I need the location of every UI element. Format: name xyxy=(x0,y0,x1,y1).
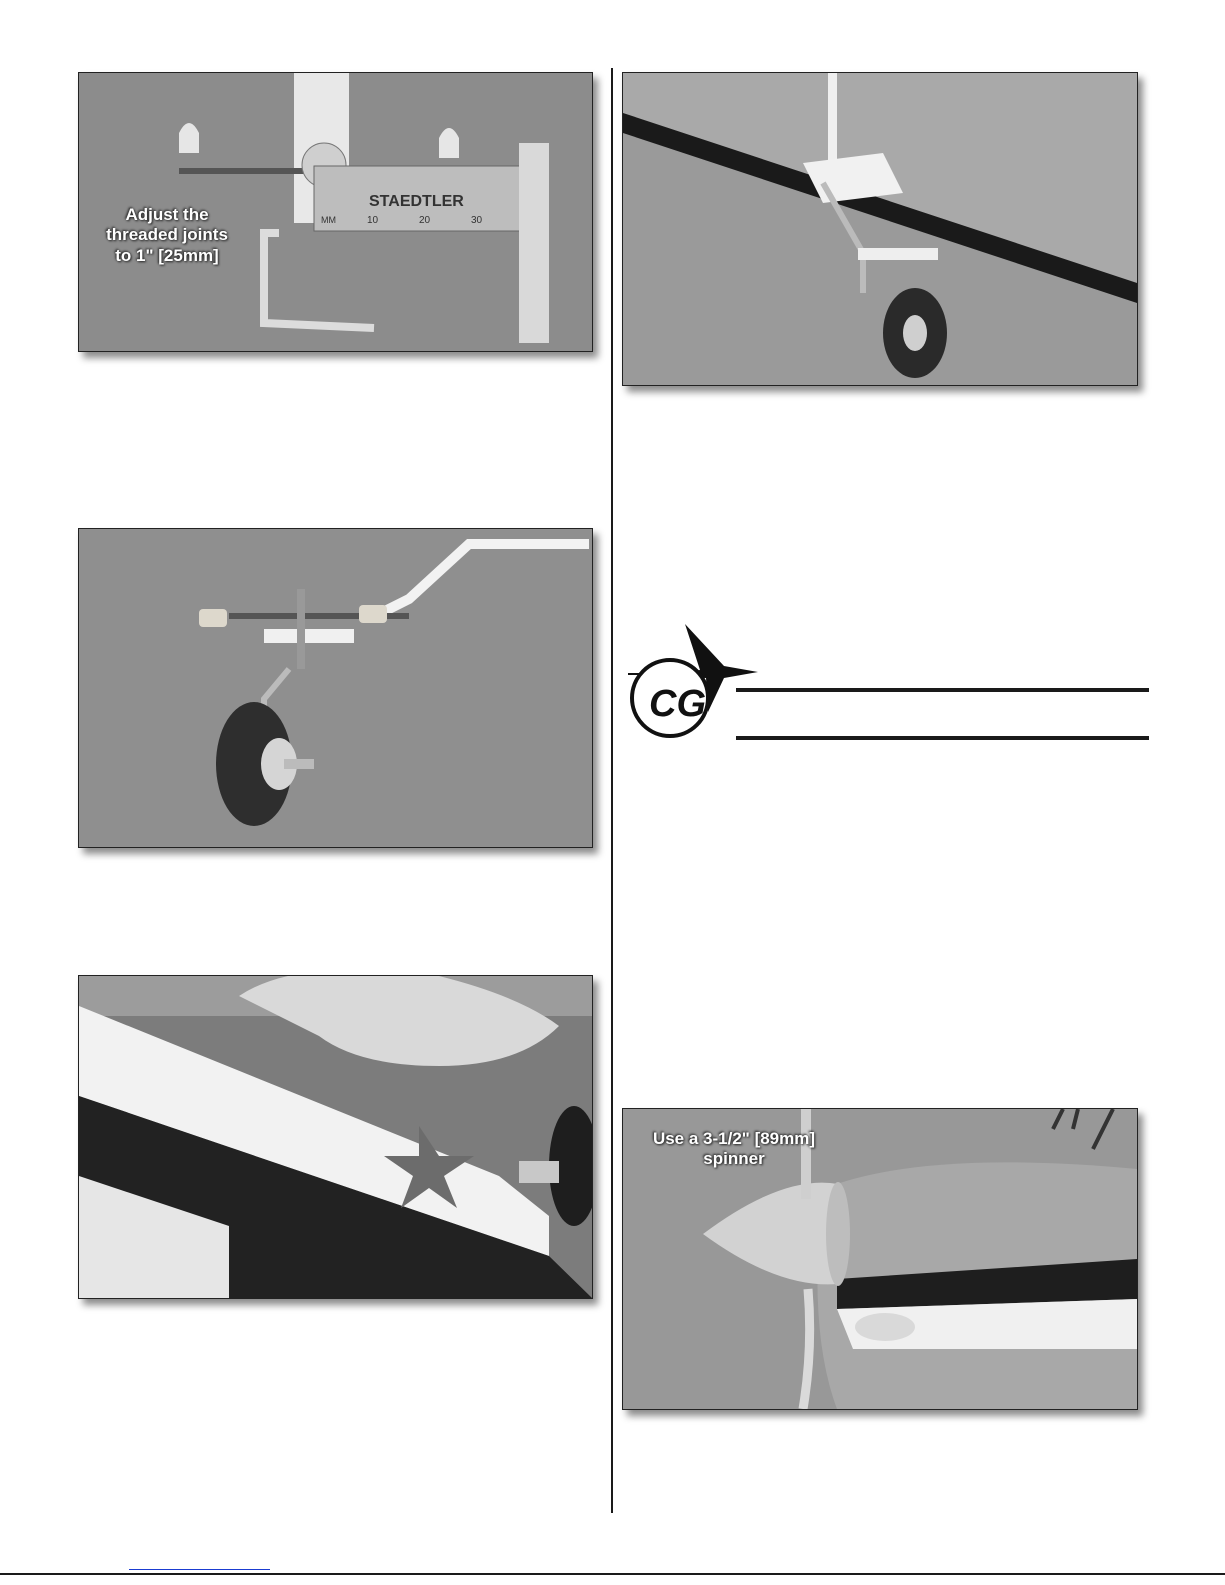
ruler-tick-10: 10 xyxy=(367,215,379,226)
footer-rule xyxy=(0,1573,1225,1575)
photo-tail-wheel-assembly xyxy=(78,528,593,848)
control-horn-illustration xyxy=(79,976,592,1298)
caption-line: spinner xyxy=(703,1149,765,1169)
photo-tail-wheel-mounted xyxy=(622,72,1138,386)
tail-wheel-illustration xyxy=(79,529,592,847)
caption-line: Adjust the xyxy=(125,205,209,224)
caption-line: to 1" [25mm] xyxy=(115,245,219,265)
footer-link-underline[interactable] xyxy=(129,1569,270,1570)
section-rule-top xyxy=(736,688,1149,692)
tail-wheel-mounted-illustration xyxy=(623,73,1137,385)
caption-line: threaded joints xyxy=(106,225,228,245)
caption-line: Use a 3-1/2" [89mm] xyxy=(652,1129,816,1148)
photo1-caption xyxy=(87,205,247,266)
ruler-tick-20: 20 xyxy=(419,215,431,226)
photo-control-horn-installation xyxy=(78,975,593,1299)
ruler-unit: MM xyxy=(321,215,336,225)
section-rule-bottom xyxy=(736,736,1149,740)
photo-spinner xyxy=(622,1108,1138,1410)
ruler-brand: STAEDTLER xyxy=(369,193,464,210)
ruler-tick-30: 30 xyxy=(471,215,483,226)
photo-threaded-joints xyxy=(78,72,593,352)
photo6-caption xyxy=(639,1129,829,1170)
cg-logo-letters: CG xyxy=(649,683,706,725)
column-divider xyxy=(611,68,613,1513)
